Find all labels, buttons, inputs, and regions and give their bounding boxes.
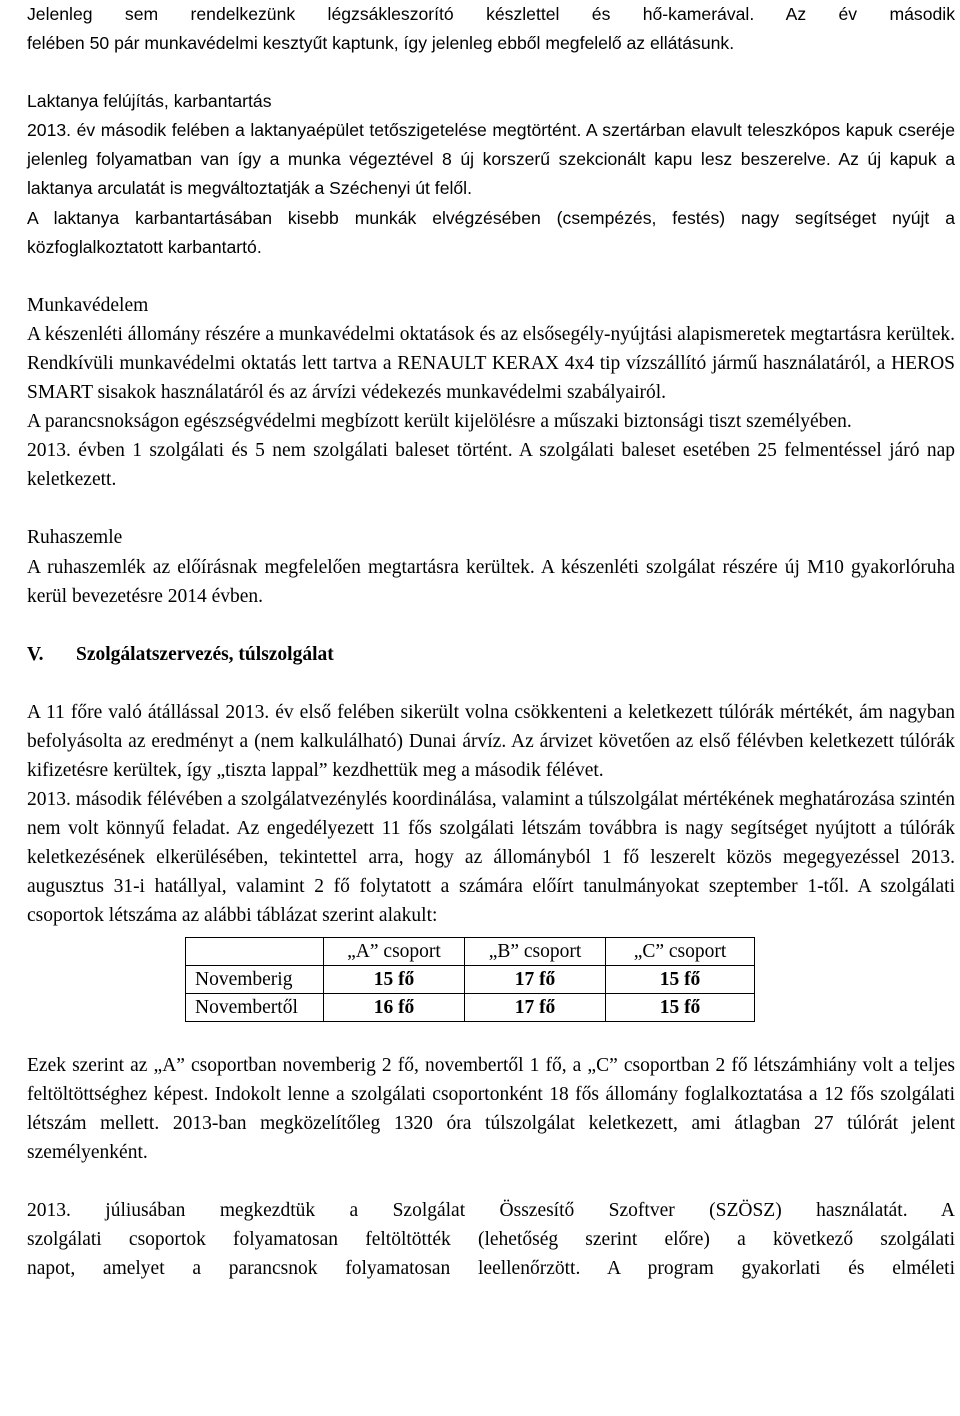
section-5-paragraph-4-line-2: szolgálati csoportok folyamatosan feltöltötték (lehetőség szerint előre) a következő szolgálati: [27, 1229, 955, 1250]
table-header-cell: „B” csoport: [465, 937, 606, 965]
ruhaszemle-section: [27, 523, 955, 610]
table-cell: 17 fő: [465, 993, 606, 1021]
table-header-cell: [186, 937, 324, 965]
table-cell: 17 fő: [465, 965, 606, 993]
munkavedelem-paragraph-1: A készenléti állomány részére a munkavédelmi oktatások és az elsősegély-nyújtási alapismeretek megtartásra kerültek. Rendkívüli munkavédelmi oktatás lett tartva a RENAULT KERAX 4x4 tip vízszállító jármű használatáról, a HEROS SMART sisakok használatáról és az árvízi védekezés munkavédelmi szabályairól.: [27, 323, 955, 404]
table-row: [186, 993, 755, 1021]
table-header-cell: „A” csoport: [324, 937, 465, 965]
munkavedelem-paragraph-3: 2013. évben 1 szolgálati és 5 nem szolgálati baleset történt. A szolgálati baleset esetében 25 felmentéssel járó nap keletkezett.: [27, 440, 955, 491]
table-header-row: [186, 937, 755, 965]
section-5-heading: [27, 640, 955, 669]
laktanya-paragraph-2: A laktanya karbantartásában kisebb munkák elvégzésében (csempézés, festés) nagy segítséget nyújt a közfoglalkoztatott karbantartó.: [27, 207, 955, 257]
table-row-label: Novembertől: [186, 993, 324, 1021]
table-cell: 15 fő: [606, 993, 755, 1021]
intro-section: [27, 0, 955, 262]
section-5-title: Szolgálatszervezés, túlszolgálat: [76, 643, 334, 665]
spacer: [27, 1167, 955, 1196]
section-5-paragraph-4-line-3: napot, amelyet a parancsnok folyamatosan leellenőrzött. A program gyakorlati és elméleti: [27, 1258, 955, 1280]
spacer: [27, 611, 955, 640]
laktanya-paragraph-1: 2013. év második felében a laktanyaépület tetőszigetelése megtörtént. A szertárban elavult teleszkópos kapuk cseréje jelenleg folyamatban van így a munka végeztével 8 új korszerű szekcionált kapu lesz beszerelve. Az új kapuk a laktanya arculatát is megváltoztatják a Széchenyi út felől.: [27, 120, 955, 199]
spacer: [27, 58, 955, 87]
laktanya-heading: Laktanya felújítás, karbantartás: [27, 91, 272, 112]
spacer: [27, 669, 955, 698]
table-row: [186, 965, 755, 993]
table-cell: 16 fő: [324, 993, 465, 1021]
section-5-paragraph-1: A 11 főre való átállással 2013. év első felében sikerült volna csökkenteni a keletkezett túlórák mértékét, ám nagyban befolyásolta az eredményt a (nem kalkulálható) Dunai árvíz. Az árvizet követően az első félévben keletkezett túlórák kifizetésre kerültek, így „tiszta lappal” kezdhettük meg a második félévet.: [27, 701, 955, 781]
section-5-body: [27, 698, 955, 1283]
section-5-paragraph-3: Ezek szerint az „A” csoportban novemberig 2 fő, novembertől 1 fő, a „C” csoportban 2 fő létszámhiány volt a teljes feltöltöttséghez képest. Indokolt lenne a szolgálati csoportonként 18 fős állomány foglalkoztatása a 12 fős szolgálati létszám mellett. 2013-ban megközelítőleg 1320 óra túlszolgálat keletkezett, ami átlagban 27 túlórát jelent személyenként.: [27, 1054, 955, 1163]
intro-line-2: felében 50 pár munkavédelmi kesztyűt kaptunk, így jelenleg ebből megfelelő az ellátásunk.: [27, 33, 735, 54]
munkavedelem-heading: Munkavédelem: [27, 294, 149, 316]
munkavedelem-section: [27, 291, 955, 495]
section-5-number: V.: [27, 643, 44, 665]
spacer: [27, 1022, 955, 1051]
document-page: [27, 0, 955, 1283]
munkavedelem-paragraph-2: A parancsnokságon egészségvédelmi megbízott került kijelölésre a műszaki biztonsági tiszt személyében.: [27, 411, 852, 433]
table-header-cell: „C” csoport: [606, 937, 755, 965]
ruhaszemle-heading: Ruhaszemle: [27, 527, 123, 549]
table-cell: 15 fő: [606, 965, 755, 993]
section-5-paragraph-4-line-1: 2013. júliusában megkezdtük a Szolgálat Összesítő Szoftver (SZÖSZ) használatát. A: [27, 1199, 955, 1221]
ruhaszemle-paragraph-1: A ruhaszemlék az előírásnak megfelelően megtartásra kerültek. A készenléti szolgálat részére új M10 gyakorlóruha kerül bevezetésre 2014 évben.: [27, 556, 955, 607]
table-row-label: Novemberig: [186, 965, 324, 993]
section-5-paragraph-2: 2013. második félévében a szolgálatvezénylés koordinálása, valamint a túlszolgálat mértékének meghatározása szintén nem volt könnyű feladat. Az engedélyezett 11 fős szolgálati létszám továbbra is nagy segítséget nyújtott a túlórák keletkezésének elkerülésében, tekintettel arra, hogy az állományból 1 fő leszerelt közös megegyezéssel 2013. augusztus 31-i hatállyal, valamint 2 fő folytatott a számára előírt tanulmányokat szeptember 1-től. A szolgálati csoportok létszáma az alábbi táblázat szerint alakult:: [27, 789, 955, 927]
intro-line-1: Jelenleg sem rendelkezünk légzsákleszorító készlettel és hő-kamerával. Az év második: [27, 4, 955, 24]
groups-table: [185, 937, 755, 1022]
table-cell: 15 fő: [324, 965, 465, 993]
spacer: [27, 494, 955, 523]
spacer: [27, 262, 955, 291]
